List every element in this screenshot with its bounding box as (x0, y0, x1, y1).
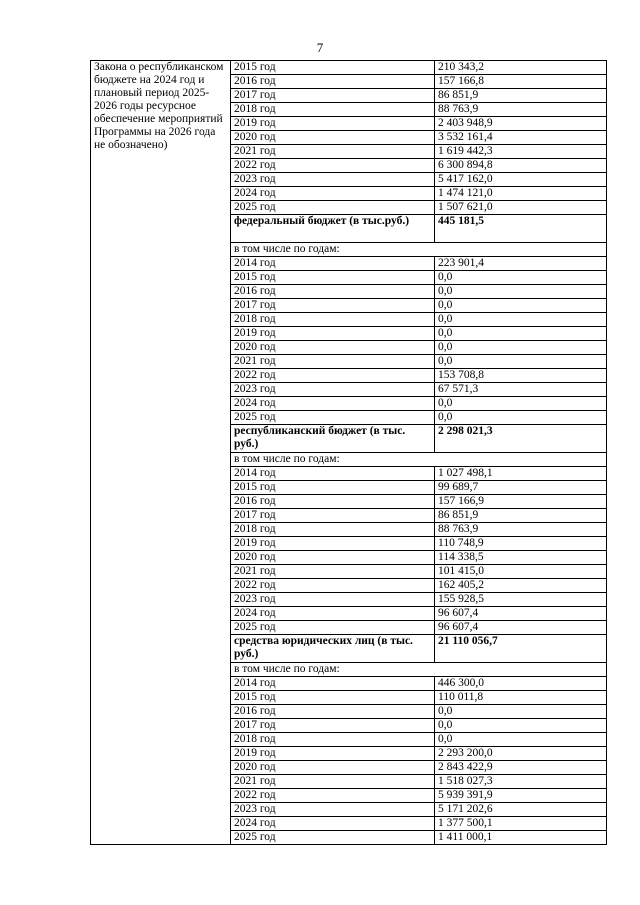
year-cell: 2024 год (231, 187, 435, 201)
year-cell: 2016 год (231, 75, 435, 89)
amount-cell: 110 011,8 (435, 691, 607, 705)
amount-cell: 153 708,8 (435, 369, 607, 383)
amount-cell: 0,0 (435, 733, 607, 747)
amount-cell: 88 763,9 (435, 523, 607, 537)
year-cell: 2017 год (231, 719, 435, 733)
section-total: 2 298 021,3 (435, 425, 607, 453)
year-cell: 2017 год (231, 89, 435, 103)
amount-cell: 0,0 (435, 411, 607, 425)
year-cell: 2021 год (231, 355, 435, 369)
amount-cell: 0,0 (435, 355, 607, 369)
year-cell: 2023 год (231, 593, 435, 607)
year-cell: 2019 год (231, 117, 435, 131)
year-cell: 2025 год (231, 831, 435, 845)
section-title: республиканский бюджет (в тыс. руб.) (231, 425, 435, 453)
subheader-label: в том числе по годам: (231, 243, 607, 257)
amount-cell: 6 300 894,8 (435, 159, 607, 173)
amount-cell: 1 411 000,1 (435, 831, 607, 845)
amount-cell: 3 532 161,4 (435, 131, 607, 145)
year-cell: 2020 год (231, 131, 435, 145)
amount-cell: 223 901,4 (435, 257, 607, 271)
section-title: федеральный бюджет (в тыс.руб.) (231, 215, 435, 243)
amount-cell: 2 293 200,0 (435, 747, 607, 761)
amount-cell: 1 027 498,1 (435, 467, 607, 481)
year-cell: 2022 год (231, 579, 435, 593)
year-cell: 2014 год (231, 677, 435, 691)
amount-cell: 157 166,9 (435, 495, 607, 509)
amount-cell: 114 338,5 (435, 551, 607, 565)
amount-cell: 110 748,9 (435, 537, 607, 551)
amount-cell: 210 343,2 (435, 61, 607, 75)
amount-cell: 1 518 027,3 (435, 775, 607, 789)
amount-cell: 99 689,7 (435, 481, 607, 495)
amount-cell: 0,0 (435, 271, 607, 285)
amount-cell: 155 928,5 (435, 593, 607, 607)
year-cell: 2016 год (231, 705, 435, 719)
amount-cell: 5 939 391,9 (435, 789, 607, 803)
amount-cell: 1 507 621,0 (435, 201, 607, 215)
amount-cell: 5 171 202,6 (435, 803, 607, 817)
year-cell: 2018 год (231, 733, 435, 747)
subheader-label: в том числе по годам: (231, 453, 607, 467)
amount-cell: 88 763,9 (435, 103, 607, 117)
amount-cell: 0,0 (435, 285, 607, 299)
year-cell: 2016 год (231, 285, 435, 299)
amount-cell: 1 619 442,3 (435, 145, 607, 159)
year-cell: 2024 год (231, 397, 435, 411)
year-cell: 2014 год (231, 467, 435, 481)
program-description: Закона о республиканском бюджете на 2024 год и плановый период 2025-2026 годы ресурсное обеспечение мероприятий Программы на 2026 года не обозначено) (91, 61, 231, 845)
funding-table-body (91, 61, 607, 845)
year-cell: 2025 год (231, 411, 435, 425)
amount-cell: 96 607,4 (435, 621, 607, 635)
subheader-label: в том числе по годам: (231, 663, 607, 677)
amount-cell: 162 405,2 (435, 579, 607, 593)
year-cell: 2016 год (231, 495, 435, 509)
year-cell: 2025 год (231, 621, 435, 635)
amount-cell: 1 474 121,0 (435, 187, 607, 201)
year-cell: 2022 год (231, 369, 435, 383)
year-cell: 2019 год (231, 747, 435, 761)
year-cell: 2021 год (231, 775, 435, 789)
table-row (91, 61, 607, 75)
year-cell: 2021 год (231, 145, 435, 159)
year-cell: 2020 год (231, 341, 435, 355)
year-cell: 2015 год (231, 61, 435, 75)
amount-cell: 0,0 (435, 705, 607, 719)
year-cell: 2020 год (231, 761, 435, 775)
year-cell: 2015 год (231, 271, 435, 285)
page-number: 7 (316, 40, 324, 55)
amount-cell: 446 300,0 (435, 677, 607, 691)
year-cell: 2024 год (231, 817, 435, 831)
year-cell: 2023 год (231, 173, 435, 187)
amount-cell: 86 851,9 (435, 89, 607, 103)
section-total: 21 110 056,7 (435, 635, 607, 663)
year-cell: 2019 год (231, 537, 435, 551)
year-cell: 2023 год (231, 383, 435, 397)
amount-cell: 157 166,8 (435, 75, 607, 89)
amount-cell: 1 377 500,1 (435, 817, 607, 831)
year-cell: 2022 год (231, 159, 435, 173)
amount-cell: 2 403 948,9 (435, 117, 607, 131)
year-cell: 2015 год (231, 691, 435, 705)
amount-cell: 0,0 (435, 397, 607, 411)
year-cell: 2017 год (231, 299, 435, 313)
amount-cell: 2 843 422,9 (435, 761, 607, 775)
amount-cell: 0,0 (435, 341, 607, 355)
year-cell: 2021 год (231, 565, 435, 579)
year-cell: 2018 год (231, 523, 435, 537)
year-cell: 2022 год (231, 789, 435, 803)
year-cell: 2023 год (231, 803, 435, 817)
year-cell: 2018 год (231, 103, 435, 117)
amount-cell: 67 571,3 (435, 383, 607, 397)
amount-cell: 5 417 162,0 (435, 173, 607, 187)
amount-cell: 0,0 (435, 313, 607, 327)
year-cell: 2024 год (231, 607, 435, 621)
amount-cell: 101 415,0 (435, 565, 607, 579)
year-cell: 2019 год (231, 327, 435, 341)
year-cell: 2015 год (231, 481, 435, 495)
year-cell: 2025 год (231, 201, 435, 215)
year-cell: 2018 год (231, 313, 435, 327)
funding-table (90, 60, 607, 845)
section-title: средства юридических лиц (в тыс. руб.) (231, 635, 435, 663)
amount-cell: 0,0 (435, 299, 607, 313)
section-total: 445 181,5 (435, 215, 607, 243)
amount-cell: 86 851,9 (435, 509, 607, 523)
year-cell: 2014 год (231, 257, 435, 271)
year-cell: 2017 год (231, 509, 435, 523)
amount-cell: 96 607,4 (435, 607, 607, 621)
amount-cell: 0,0 (435, 719, 607, 733)
year-cell: 2020 год (231, 551, 435, 565)
amount-cell: 0,0 (435, 327, 607, 341)
